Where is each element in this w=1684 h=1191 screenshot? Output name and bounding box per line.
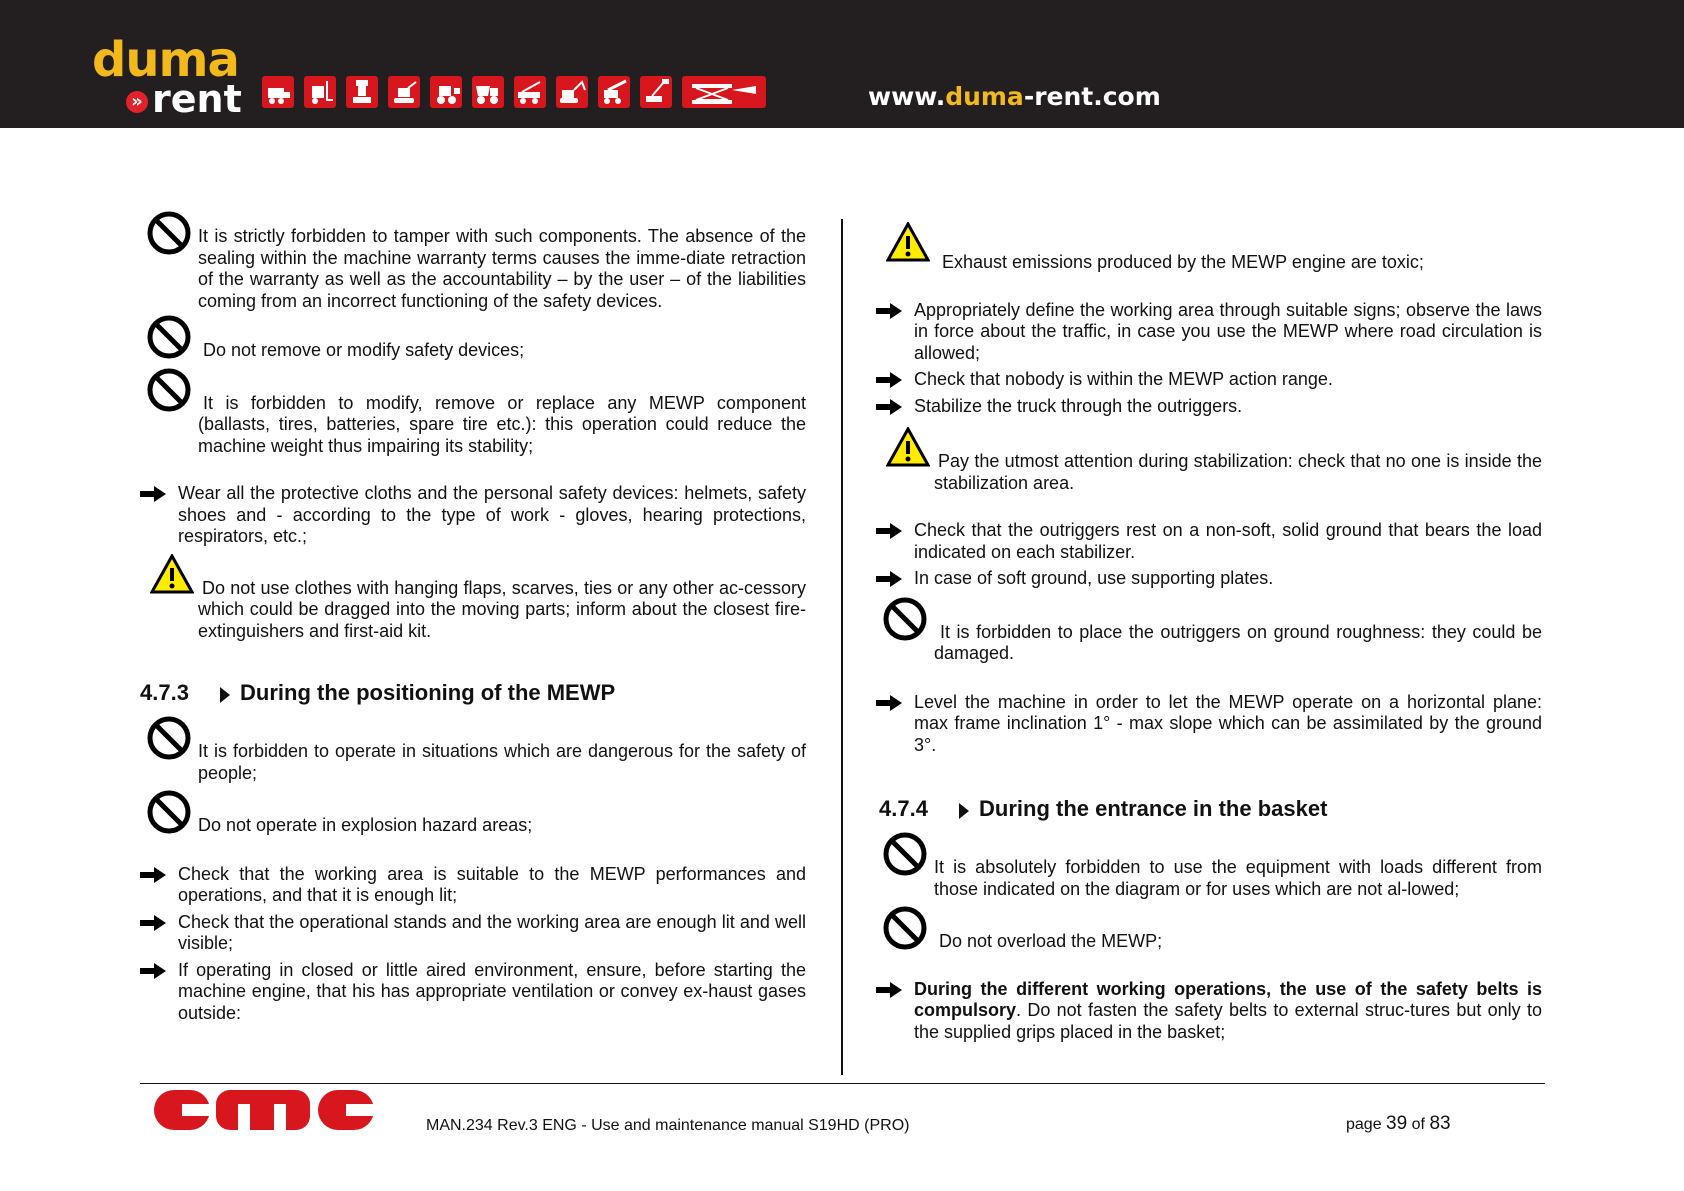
- prohibition-icon: [146, 367, 192, 413]
- arrow-right-icon: [876, 399, 902, 415]
- svg-text:cmc: cmc: [150, 1086, 152, 1087]
- page-header: [0, 0, 1684, 128]
- section-title: During the positioning of the MEWP: [240, 680, 616, 705]
- website-url[interactable]: www.duma-rent.com: [868, 82, 1161, 111]
- section-number: 4.7.4: [879, 796, 928, 821]
- prohibition-icon: [882, 596, 928, 642]
- forklift-icon: [304, 76, 336, 108]
- logo-top-text: duma: [92, 32, 239, 88]
- triangle-right-icon: [959, 803, 969, 819]
- arrow-right-icon: [140, 915, 166, 931]
- section-heading: [877, 798, 1542, 824]
- section-title: During the entrance in the basket: [979, 796, 1328, 821]
- column-divider: [841, 219, 843, 1075]
- left-column: [140, 218, 806, 1024]
- instruction-item: If operating in closed or little aired environment, ensure, before starting the machine engine, that his has appropriate ventilation or convey ex-haust gases outside:: [140, 960, 806, 1025]
- boom-lift-icon: [640, 76, 672, 108]
- arrow-right-icon: [876, 571, 902, 587]
- arrow-right-icon: [876, 372, 902, 388]
- prohibition-icon: [146, 789, 192, 835]
- instruction-item: Check that nobody is within the MEWP action range.: [876, 369, 1542, 391]
- arrow-right-icon: [876, 695, 902, 711]
- prohibition-paragraph: It is forbidden to place the outriggers on ground roughness: they could be damaged.: [876, 622, 1542, 665]
- crane-truck-icon: [514, 76, 546, 108]
- section-number: 4.7.3: [140, 680, 189, 705]
- cmc-logo: [150, 1086, 380, 1134]
- arrow-right-icon: [876, 303, 902, 319]
- warning-icon: [886, 222, 930, 262]
- warning-paragraph: Do not use clothes with hanging flaps, scarves, ties or any other ac-cessory which could be dragged into the moving parts; inform about the closest fire-extinguishers and first-aid kit.: [140, 578, 806, 643]
- duma-rent-logo[interactable]: [92, 32, 242, 121]
- logo-bottom-text: rent: [152, 77, 242, 121]
- arrow-right-icon: [876, 523, 902, 539]
- prohibition-paragraph: Do not operate in explosion hazard areas;: [140, 815, 806, 837]
- triangle-right-icon: [220, 687, 230, 703]
- compactor-icon: [346, 76, 378, 108]
- manual-reference: MAN.234 Rev.3 ENG - Use and maintenance manual S19HD (PRO): [426, 1117, 910, 1134]
- arrow-right-icon: [140, 486, 166, 502]
- prohibition-paragraph: It is forbidden to modify, remove or replace any MEWP component (ballasts, tires, batteries, spare tire etc.): this operation could reduce the machine weight thus impairing its stability;: [140, 393, 806, 458]
- instruction-item: In case of soft ground, use supporting plates.: [876, 568, 1542, 590]
- page-number: page 39 of 83: [1346, 1113, 1451, 1134]
- prohibition-icon: [146, 210, 192, 256]
- footer-divider: [140, 1083, 1545, 1084]
- dumper-icon: [472, 76, 504, 108]
- warning-icon: [886, 427, 930, 467]
- instruction-item: Check that the outriggers rest on a non-soft, solid ground that bears the load indicated on each stabilizer.: [876, 520, 1542, 563]
- prohibition-paragraph: It is forbidden to operate in situations which are dangerous for the safety of people;: [140, 741, 806, 784]
- instruction-item: Appropriately define the working area through suitable signs; observe the laws in force about the traffic, in case you use the MEWP where road circulation is allowed;: [876, 300, 1542, 365]
- prohibition-icon: [146, 715, 192, 761]
- section-heading: [138, 682, 806, 708]
- instruction-item: Wear all the protective cloths and the personal safety devices: helmets, safety shoes and - according to the type of work - gloves, hearing protections, respirators, etc.;: [140, 483, 806, 548]
- instruction-item: Check that the working area is suitable to the MEWP performances and operations, and that it is enough lit;: [140, 864, 806, 907]
- prohibition-paragraph: Do not remove or modify safety devices;: [140, 340, 806, 362]
- excavator-icon: [556, 76, 588, 108]
- chevron-right-icon: »: [126, 91, 148, 113]
- prohibition-icon: [146, 314, 192, 360]
- instruction-item: Stabilize the truck through the outriggers.: [876, 396, 1542, 418]
- telehandler-icon: [598, 76, 630, 108]
- prohibition-icon: [882, 905, 928, 951]
- instruction-item: During the different working operations, the use of the safety belts is compulsory. Do not fasten the safety belts to external struc-tures but only to the supplied grips placed in the basket;: [876, 979, 1542, 1044]
- prohibition-paragraph: It is strictly forbidden to tamper with such components. The absence of the sealing within the machine warranty terms causes the imme-diate retraction of the warranty as well as the accountability – by the user – of the liabilities coming from an incorrect functioning of the safety devices.: [140, 226, 806, 312]
- prohibition-paragraph: It is absolutely forbidden to use the equipment with loads different from those indicated on the diagram or for uses which are not al-lowed;: [876, 857, 1542, 900]
- instruction-item: Check that the operational stands and the working area are enough lit and well visible;: [140, 912, 806, 955]
- right-column: [876, 218, 1542, 1043]
- warning-paragraph: Exhaust emissions produced by the MEWP engine are toxic;: [876, 252, 1542, 274]
- warning-paragraph: Pay the utmost attention during stabilization: check that no one is inside the stabilization area.: [876, 451, 1542, 494]
- arrow-right-icon: [876, 982, 902, 998]
- skid-steer-icon: [262, 76, 294, 108]
- machine-icon-strip: [262, 76, 766, 108]
- mini-excavator-icon: [388, 76, 420, 108]
- arrow-right-icon: [140, 867, 166, 883]
- arrow-right-icon: [140, 963, 166, 979]
- scissor-lift-icon: [682, 76, 766, 108]
- wheel-loader-icon: [430, 76, 462, 108]
- prohibition-paragraph: Do not overload the MEWP;: [876, 931, 1542, 953]
- warning-icon: [150, 554, 194, 594]
- prohibition-icon: [882, 831, 928, 877]
- instruction-item: Level the machine in order to let the MEWP operate on a horizontal plane: max frame inclination 1° - max slope which can be assimilated by the ground 3°.: [876, 692, 1542, 757]
